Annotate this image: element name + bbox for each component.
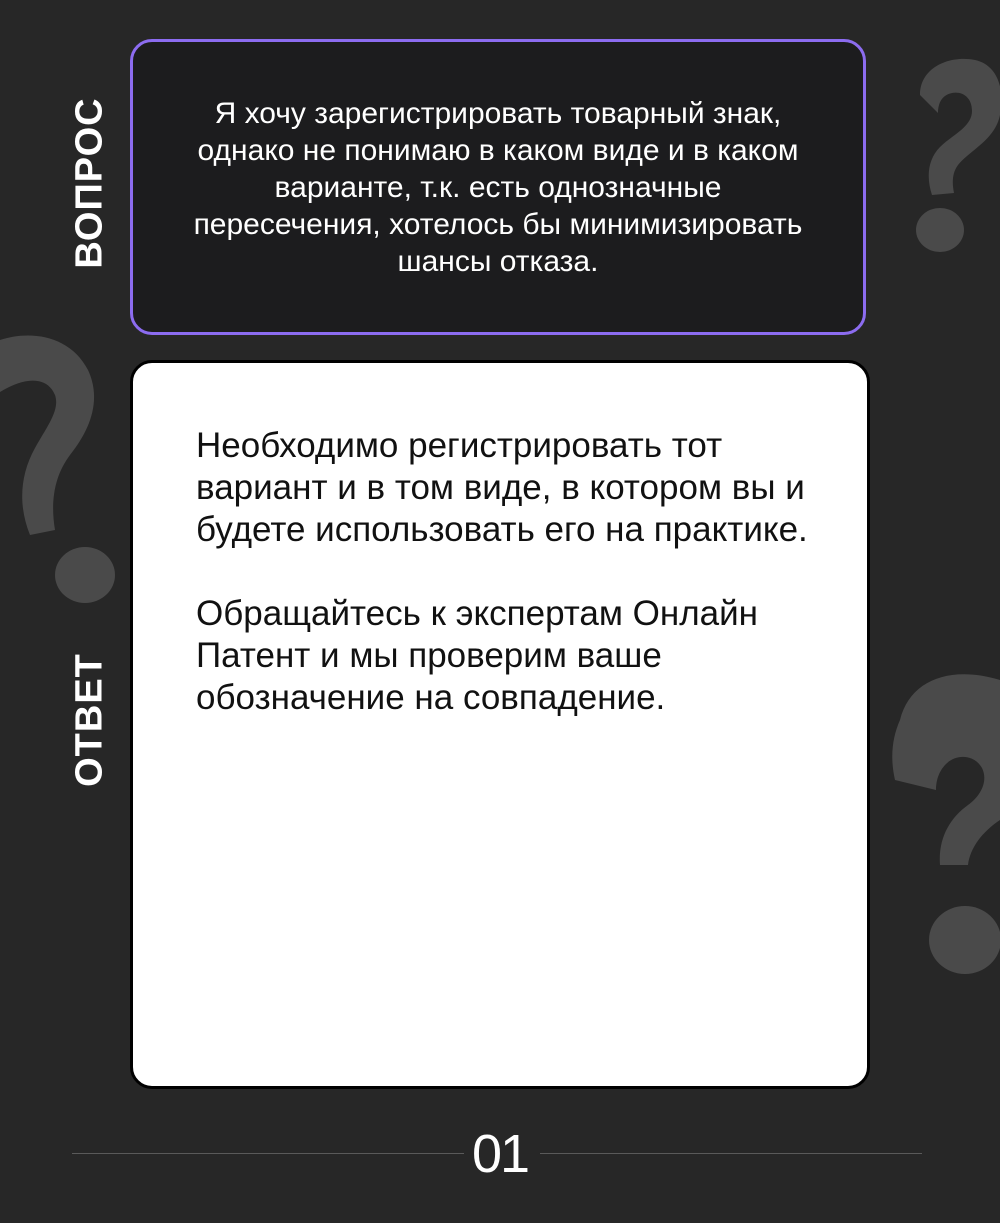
question-card — [130, 39, 866, 335]
answer-paragraph: Необходимо регистрировать тот вариант и в том виде, в котором вы и будете использовать его на практике. — [196, 426, 808, 549]
question-mark-icon — [870, 660, 1000, 990]
answer-text — [196, 425, 816, 761]
answer-paragraph: Обращайтесь к экспертам Онлайн Патент и мы проверим ваше обозначение на совпадение. — [196, 594, 758, 717]
footer-divider-right — [540, 1153, 922, 1154]
question-mark-icon — [880, 55, 1000, 255]
question-text: Я хочу зарегистрировать товарный знак, однако не понимаю в каком виде и в каком варианте, т.к. есть однозначные пересечения, хотелось бы минимизировать шансы отказа. — [193, 96, 803, 278]
page-number: 01 — [471, 1124, 529, 1184]
question-mark-icon — [0, 330, 130, 620]
answer-label: ОТВЕТ — [68, 653, 111, 787]
footer-divider-left — [72, 1153, 464, 1154]
answer-card — [130, 360, 870, 1089]
question-label: ВОПРОС — [68, 97, 111, 269]
